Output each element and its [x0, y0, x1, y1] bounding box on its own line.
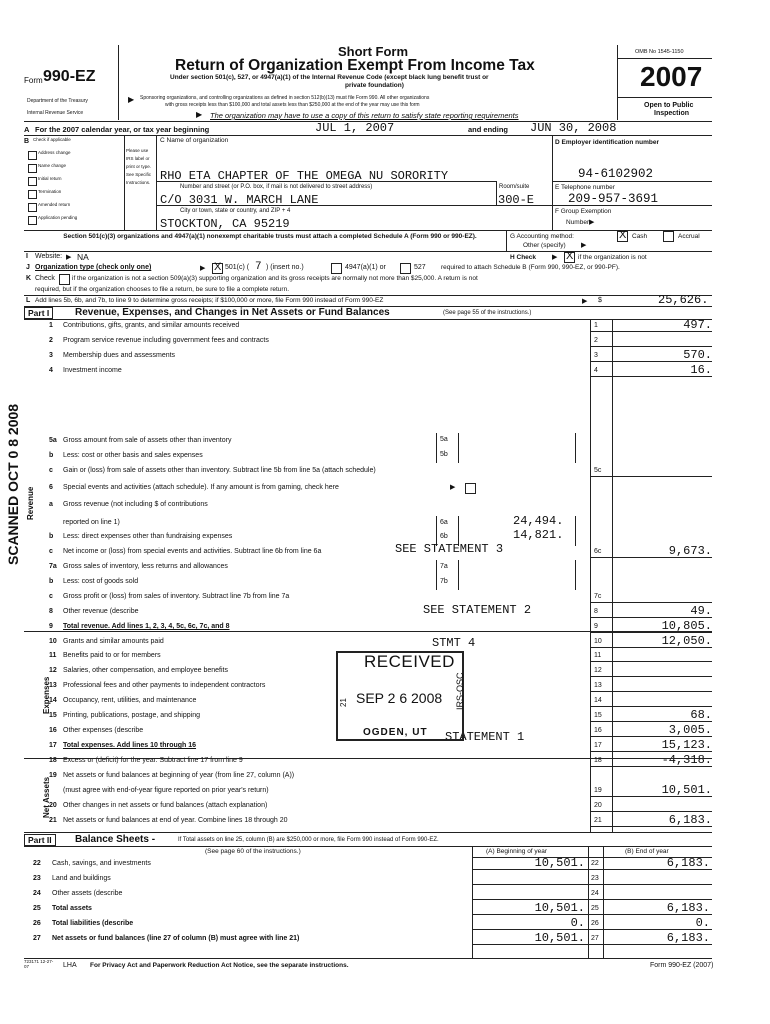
- line-box-number: 4: [594, 367, 598, 374]
- line-label: Other expenses (describe: [63, 727, 144, 734]
- line-number: 14: [49, 697, 57, 704]
- bs-line-number: 25: [33, 905, 41, 912]
- line-box-number: 2: [594, 337, 598, 344]
- line-number: 5a: [49, 437, 57, 444]
- arrow-icon: ▶: [196, 110, 203, 119]
- line-number: 8: [49, 608, 53, 615]
- insert-no-label: ) (insert no.): [266, 264, 304, 271]
- line-number: 4: [49, 367, 53, 374]
- line-divider: [590, 346, 712, 347]
- line-value[interactable]: 570.: [683, 348, 712, 362]
- line-value[interactable]: 15,123.: [661, 738, 712, 752]
- see-statement-1: STATEMENT 1: [445, 730, 525, 744]
- gross-receipts-value[interactable]: 25,626.: [658, 293, 709, 307]
- line-box-number: 20: [594, 802, 602, 809]
- bs-row-divider: [472, 869, 712, 870]
- 501c-checkbox[interactable]: X: [214, 261, 222, 273]
- form-number: 990-EZ: [43, 68, 96, 85]
- section-divider: [24, 631, 712, 632]
- line-box-number: 1: [594, 322, 598, 329]
- line-label: Net assets or fund balances at beginning of year (from line 27, column (A)): [63, 772, 295, 779]
- bs-col-b-value[interactable]: 0.: [695, 916, 710, 930]
- section-b-letter: B: [24, 138, 30, 145]
- line-value[interactable]: 10,805.: [661, 619, 712, 633]
- line-label: Printing, publications, postage, and shipping: [63, 712, 200, 719]
- form-subtitle-1: Under section 501(c), 527, or 4947(a)(1) of the Internal Revenue Code (except black lung benefit trust or: [170, 74, 489, 81]
- line-box-number: 8: [594, 608, 598, 615]
- bs-line-number: 26: [33, 920, 41, 927]
- line-value[interactable]: 6,183.: [668, 813, 712, 827]
- line-label: Occupancy, rent, utilities, and maintenance: [63, 697, 197, 704]
- line-number: 18: [49, 757, 57, 764]
- bs-row-divider: [472, 914, 712, 915]
- arrow-icon: ▶: [589, 219, 595, 226]
- part-1-tag: Part I: [24, 307, 53, 319]
- part-2-note: If Total assets on line 25, column (B) are $250,000 or more, file Form 990 instead of Form 990-EZ.: [178, 837, 439, 843]
- phone-label: E Telephone number: [555, 184, 615, 191]
- tax-year: 2007: [640, 61, 703, 92]
- line-box-number: 19: [594, 787, 602, 794]
- line-value[interactable]: 10,501.: [661, 783, 712, 797]
- tax-year-end[interactable]: JUN 30, 2008: [530, 121, 617, 135]
- arrow-icon: ▶: [66, 254, 72, 261]
- line-number: 2: [49, 337, 53, 344]
- short-form-label: Short Form: [338, 44, 409, 59]
- line-number: 11: [49, 652, 57, 659]
- arrow-icon: ▶: [581, 242, 587, 249]
- line-box-number: 17: [594, 742, 602, 749]
- schedule-b-checkbox[interactable]: X: [566, 250, 574, 262]
- footer-lha: LHA: [63, 962, 77, 969]
- bs-col-a-value[interactable]: 10,501.: [534, 856, 585, 870]
- schedule-b-text-2: required to attach Schedule B (Form 990, 990-EZ, or 990-PF).: [441, 264, 620, 271]
- inspection-label: Inspection: [654, 110, 690, 117]
- bs-col-b-value[interactable]: 6,183.: [666, 856, 710, 870]
- tax-year-begin[interactable]: JUL 1, 2007: [315, 121, 395, 135]
- see-statement-2: SEE STATEMENT 2: [423, 603, 532, 617]
- line-label: Net assets or fund balances at end of year. Combine lines 18 through 20: [63, 817, 288, 824]
- received-side-text: IRS-OSC: [455, 672, 465, 710]
- open-public: Open to Public: [644, 102, 694, 109]
- ein-label: D Employer identification number: [555, 139, 660, 146]
- application-pending-label: Application pending: [38, 215, 78, 220]
- initial-return-checkbox[interactable]: [28, 177, 37, 186]
- line-label: Total revenue. Add lines 1, 2, 3, 4, 5c, 6c, 7c, and 8: [63, 623, 230, 630]
- line-number: a: [49, 501, 53, 508]
- bs-col-a-value[interactable]: 10,501.: [534, 901, 585, 915]
- amended-return-label: Amended return: [38, 202, 71, 207]
- cash-checkbox[interactable]: X: [619, 229, 627, 241]
- omb-number: OMB No 1545-1150: [635, 49, 684, 55]
- see-statement-3: SEE STATEMENT 3: [395, 542, 504, 556]
- amended-return-checkbox[interactable]: [28, 203, 37, 212]
- room-label: Room/suite: [499, 184, 530, 190]
- line-5a-box: 5a: [440, 436, 448, 443]
- group-exemption-label: F Group Exemption: [555, 208, 612, 215]
- line-value[interactable]: 68.: [690, 708, 712, 722]
- bs-line-number: 22: [33, 860, 41, 867]
- box-column-border: [612, 319, 613, 832]
- column-a-header: (A) Beginning of year: [486, 848, 548, 855]
- line-label: Net income or (loss) from special events and activities. Subtract line 6b from line 6a: [63, 548, 322, 555]
- line-l-text: Add lines 5b, 6b, and 7b, to line 9 to determine gross receipts; if $100,000 or more, file Form 990 instead of Form 990-EZ: [35, 297, 384, 304]
- ein-value[interactable]: 94-6102902: [578, 167, 654, 181]
- net-assets-side-label: Net Assets: [42, 776, 51, 818]
- bs-row-divider: [472, 884, 712, 885]
- line-value[interactable]: 49.: [690, 604, 712, 618]
- line-label: Membership dues and assessments: [63, 352, 176, 359]
- line-5b-box: 5b: [440, 451, 448, 458]
- line-6b-box: 6b: [440, 533, 448, 540]
- bs-row-divider: [472, 899, 712, 900]
- received-city: OGDEN, UT: [363, 727, 428, 738]
- 527-checkbox[interactable]: [400, 263, 411, 274]
- line-number: b: [49, 452, 54, 459]
- org-name-label: C Name of organization: [160, 137, 229, 144]
- arrow-icon: ▶: [200, 265, 206, 272]
- bs-line-label: Land and buildings: [52, 875, 111, 882]
- line-value[interactable]: 3,005.: [668, 723, 712, 737]
- line-a-letter: A: [24, 125, 30, 134]
- group-exemption-number-label: Number: [566, 219, 590, 226]
- copy-notice: The organization may have to use a copy of this return to satisfy state reporting requirements: [210, 111, 519, 120]
- check-applicable-label: Check if applicable: [33, 137, 71, 142]
- bs-line-label: Total assets: [52, 905, 92, 912]
- line-number: c: [49, 593, 53, 600]
- irs-label-instruction: Please use IRS label or print or type. See Specific Instructions.: [126, 148, 152, 185]
- line-value[interactable]: 9,673.: [668, 544, 712, 558]
- line-number: 21: [49, 817, 57, 824]
- room-suite[interactable]: 300-E: [498, 193, 535, 207]
- 4947-label: 4947(a)(1) or: [345, 264, 386, 271]
- amount-column-border: [590, 319, 591, 832]
- line-k-letter: K: [26, 275, 32, 282]
- line-label: Investment income: [63, 367, 122, 374]
- line-box-number: 18: [594, 757, 602, 764]
- line-box-number: 15: [594, 712, 602, 719]
- part-2-title: Balance Sheets -: [75, 834, 156, 845]
- line-box-number: 9: [594, 623, 598, 630]
- section-h-label: H Check: [510, 254, 537, 261]
- line-label: Less: direct expenses other than fundraising expenses: [63, 533, 233, 540]
- line-number: 16: [49, 727, 57, 734]
- line-label: Other changes in net assets or fund balances (attach explanation): [63, 802, 268, 809]
- bs-row-divider: [472, 929, 712, 930]
- line-k-text: if the organization is not a section 509(a)(3) supporting organization and its gross receipts are normally not more than $25,000. A return is not: [72, 275, 478, 282]
- city-state-zip[interactable]: STOCKTON, CA 95219: [160, 217, 290, 231]
- line-number: 7a: [49, 563, 57, 570]
- schedule-a-note: Section 501(c)(3) organizations and 4947(a)(1) nonexempt charitable trusts must attach a completed Schedule A (Form 990 or 990-EZ).: [63, 233, 477, 240]
- line-number: 1: [49, 322, 53, 329]
- line-label: Less: cost or other basis and sales expenses: [63, 452, 203, 459]
- form-title: Return of Organization Exempt From Income Tax: [175, 57, 535, 74]
- footer-form: Form 990-EZ (2007): [650, 962, 714, 969]
- part-2-tag: Part II: [24, 834, 56, 846]
- address-change-label: Address change: [38, 150, 71, 155]
- application-pending-checkbox[interactable]: [28, 216, 37, 225]
- line-7b-box: 7b: [440, 578, 448, 585]
- footer-code: 723171 12-27-07: [24, 959, 54, 969]
- city-label: City or town, state or country, and ZIP + 4: [180, 208, 291, 214]
- line-number: 10: [49, 638, 57, 645]
- bs-col-b-value[interactable]: 6,183.: [666, 901, 710, 915]
- schedule-b-text: if the organization is not: [578, 254, 647, 261]
- bs-box-number: 22: [591, 860, 599, 867]
- line-i-letter: I: [26, 253, 28, 260]
- line-6a-value[interactable]: 24,494.: [513, 514, 564, 528]
- column-b-header: (B) End of year: [625, 848, 669, 855]
- line-label: Other revenue (describe: [63, 608, 139, 615]
- line-label: Gross revenue (not including $ of contributions: [63, 501, 208, 508]
- org-type-label: Organization type (check only one): [35, 264, 152, 271]
- line-k-text-2: required, but if the organization chooses to file a return, be sure to file a complete return.: [35, 286, 290, 293]
- bs-line-label: Other assets (describe: [52, 890, 123, 897]
- line-divider: [590, 676, 712, 677]
- expenses-side-label: Expenses: [42, 676, 51, 714]
- bs-line-label: Net assets or fund balances (line 27 of column (B) must agree with line 21): [52, 935, 300, 942]
- accounting-method-label: G Accounting method:: [510, 233, 574, 240]
- line-number: 20: [49, 802, 57, 809]
- cash-label: Cash: [632, 233, 648, 240]
- line-label: Gross profit or (loss) from sales of inventory. Subtract line 7b from line 7a: [63, 593, 290, 600]
- name-change-checkbox[interactable]: [28, 164, 37, 173]
- name-change-label: Name change: [38, 163, 67, 168]
- accrual-checkbox[interactable]: [663, 231, 674, 242]
- line-number: 17: [49, 742, 57, 749]
- bs-line-number: 23: [33, 875, 41, 882]
- termination-label: Termination: [38, 189, 62, 194]
- part-1-title: Revenue, Expenses, and Changes in Net Assets or Fund Balances: [75, 307, 390, 318]
- form-subtitle-2: private foundation): [345, 82, 404, 89]
- website-label: Website:: [35, 253, 63, 260]
- line-value[interactable]: -4,318.: [661, 753, 712, 767]
- arrow-icon: ▶: [582, 298, 588, 305]
- accrual-label: Accrual: [678, 233, 700, 240]
- received-date: SEP 2 6 2008: [356, 690, 443, 706]
- line-box-number: 21: [594, 817, 602, 824]
- line-value[interactable]: 12,050.: [661, 634, 712, 648]
- 527-label: 527: [414, 264, 426, 271]
- street-address[interactable]: C/O 3031 W. MARCH LANE: [160, 193, 319, 207]
- part-1-note: (See page 55 of the instructions.): [443, 310, 532, 316]
- line-number: 9: [49, 623, 53, 630]
- street-label: Number and street (or P.O. box, if mail is not delivered to street address): [180, 184, 373, 190]
- line-label: Program service revenue including government fees and contracts: [63, 337, 269, 344]
- footer-privacy: For Privacy Act and Paperwork Reduction Act Notice, see the separate instructions.: [90, 962, 349, 969]
- line-number: b: [49, 578, 54, 585]
- gaming-checkbox[interactable]: [465, 483, 476, 494]
- 501c-label: 501(c) (: [225, 264, 250, 271]
- irs-label: Internal Revenue Service: [27, 110, 84, 116]
- line-number: 12: [49, 667, 57, 674]
- line-label: (must agree with end-of-year figure reported on prior year's return): [63, 787, 269, 794]
- line-k-check: Check: [35, 275, 55, 282]
- bs-line-label: Cash, savings, and investments: [52, 860, 151, 867]
- line-divider: [590, 476, 712, 477]
- line-label: Salaries, other compensation, and employee benefits: [63, 667, 228, 674]
- bs-column-border: [588, 846, 589, 958]
- line-label: Gross amount from sale of assets other than inventory: [63, 437, 232, 444]
- line-number: 13: [49, 682, 57, 689]
- website-value[interactable]: NA: [77, 252, 89, 262]
- sponsor-note-2: with gross receipts less than $100,000 and total assets less than $250,000 at the end of the year may use this form: [165, 102, 420, 108]
- bs-column-border: [472, 846, 473, 958]
- bs-line-label: Total liabilities (describe: [52, 920, 134, 927]
- bs-col-b-value[interactable]: 6,183.: [666, 931, 710, 945]
- line-box-number: 13: [594, 682, 602, 689]
- form-prefix: Form: [24, 76, 43, 85]
- line-divider: [590, 602, 712, 603]
- line-divider: [590, 661, 712, 662]
- 501c-number[interactable]: 7: [255, 261, 262, 273]
- line-label: Total expenses. Add lines 10 through 16: [63, 742, 197, 749]
- termination-checkbox[interactable]: [28, 190, 37, 199]
- line-number: c: [49, 467, 53, 474]
- line-number: 19: [49, 772, 57, 779]
- stmt-4: STMT 4: [432, 636, 476, 650]
- part-2-see: (See page 60 of the instructions.): [205, 848, 301, 855]
- phone-value[interactable]: 209-957-3691: [568, 192, 659, 206]
- line-k-checkbox[interactable]: [59, 274, 70, 285]
- bs-column-border: [603, 846, 604, 958]
- bs-row-divider: [472, 944, 712, 945]
- initial-return-label: Initial return: [38, 176, 62, 181]
- line-number: b: [49, 533, 54, 540]
- bs-col-a-value[interactable]: 10,501.: [534, 931, 585, 945]
- 4947-checkbox[interactable]: [331, 263, 342, 274]
- arrow-icon: ▶: [450, 484, 456, 491]
- line-box-number: 14: [594, 697, 602, 704]
- line-7a-box: 7a: [440, 563, 448, 570]
- bs-line-number: 24: [33, 890, 41, 897]
- line-l-dollar: $: [598, 297, 602, 304]
- revenue-side-label: Revenue: [26, 486, 35, 520]
- section-divider: [24, 758, 712, 759]
- line-box-number: 3: [594, 352, 598, 359]
- line-label: Benefits paid to or for members: [63, 652, 161, 659]
- line-box-number: 16: [594, 727, 602, 734]
- line-value[interactable]: 497.: [683, 318, 712, 332]
- bs-box-number: 23: [591, 875, 599, 882]
- line-j-letter: J: [26, 264, 30, 271]
- line-label: Contributions, gifts, grants, and similar amounts received: [63, 322, 240, 329]
- scanned-stamp: SCANNED OCT 0 8 2008: [5, 403, 21, 565]
- line-number: c: [49, 548, 53, 555]
- received-text: RECEIVED: [364, 652, 455, 671]
- arrow-icon: ▶: [552, 254, 558, 261]
- sponsor-note-1: Sponsoring organizations, and controlling organizations as defined in section 512(b)(13) must file Form 990. All other organizations: [140, 95, 430, 101]
- line-box-number: 6c: [594, 548, 602, 555]
- line-label: Less: cost of goods sold: [63, 578, 139, 585]
- line-box-number: 11: [594, 652, 602, 659]
- line-value[interactable]: 16.: [690, 363, 712, 377]
- line-number: 15: [49, 712, 57, 719]
- line-divider: [590, 691, 712, 692]
- bs-box-number: 25: [591, 905, 599, 912]
- received-code: 21: [339, 698, 348, 707]
- org-name[interactable]: RHO ETA CHAPTER OF THE OMEGA NU SORORITY: [160, 169, 449, 183]
- line-box-number: 10: [594, 638, 602, 645]
- line-divider: [590, 811, 712, 812]
- line-a-label: For the 2007 calendar year, or tax year beginning: [35, 125, 210, 134]
- line-l-letter: L: [26, 297, 31, 304]
- line-box-number: 12: [594, 667, 602, 674]
- line-divider: [590, 706, 712, 707]
- address-change-checkbox[interactable]: [28, 151, 37, 160]
- arrow-icon: ▶: [128, 95, 135, 104]
- line-label: Grants and similar amounts paid: [63, 638, 164, 645]
- line-label: Professional fees and other payments to independent contractors: [63, 682, 266, 689]
- dept-label: Department of the Treasury: [27, 98, 88, 104]
- bs-col-a-value[interactable]: 0.: [570, 916, 585, 930]
- line-box-number: 7c: [594, 593, 602, 600]
- line-6a-box: 6a: [440, 519, 448, 526]
- line-label: Gross sales of inventory, less returns and allowances: [63, 563, 228, 570]
- line-number: 3: [49, 352, 53, 359]
- line-label: Excess or (deficit) for the year. Subtract line 17 from line 9: [63, 757, 243, 764]
- and-ending-label: and ending: [468, 125, 508, 134]
- line-box-number: 5c: [594, 467, 602, 474]
- line-number: 6: [49, 484, 53, 491]
- line-label: Gain or (loss) from sale of assets other than inventory. Subtract line 5b from line 5a (attach schedule): [63, 467, 376, 474]
- bs-box-number: 24: [591, 890, 599, 897]
- bs-box-number: 26: [591, 920, 599, 927]
- other-method-label: Other (specify): [523, 242, 566, 249]
- bs-box-number: 27: [591, 935, 599, 942]
- bs-line-number: 27: [33, 935, 41, 942]
- line-label: reported on line 1): [63, 519, 120, 526]
- line-6b-value[interactable]: 14,821.: [513, 528, 564, 542]
- line-label: Special events and activities (attach schedule). If any amount is from gaming, check here: [63, 484, 339, 491]
